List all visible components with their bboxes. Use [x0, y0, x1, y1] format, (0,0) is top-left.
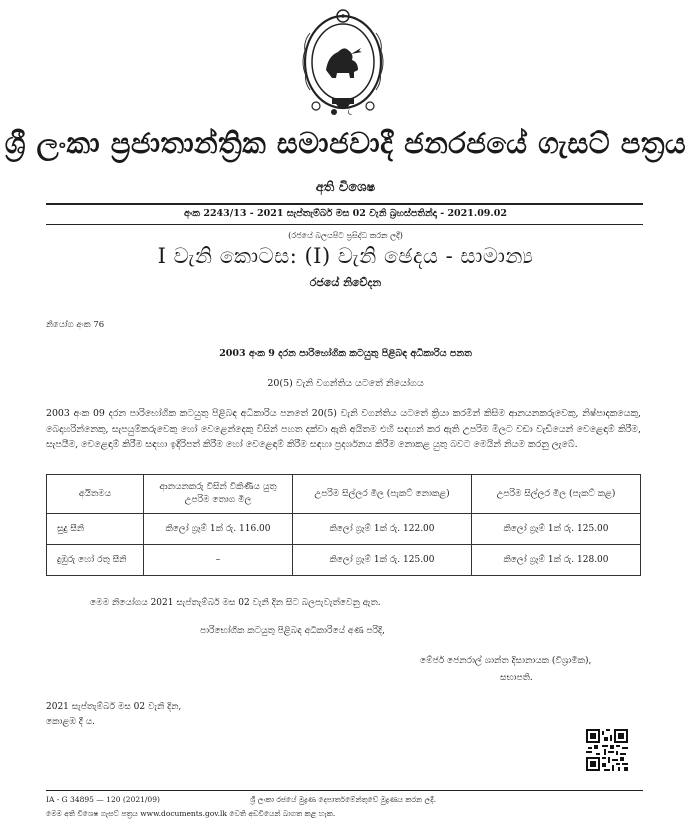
top-rule-thick: [46, 203, 643, 205]
notice-paragraph: 2003 අංක 09 දරන පාරිභෝගික කටයුතු පිළිබඳ අධිකාරිය පනතේ 20(5) වැනි වගන්තිය යටතේ ක්‍රියා කරමින් කිසිම ආනයනකරුවෙකු, නිෂ්පාදකයෙකු, බෙදාහරින්නෙකු, සැපයුම්කරුවෙකු හෝ වෙළෙන්දෙකු විසින් පහත දක්වා ඇති අයිතම එහි සඳහන් කර ඇති උපරිම මිලට වඩා වැඩියෙන් වෙළෙඳාම් කිරීම, සැපයීම, වෙළෙඳාම් කිරීම සඳහා ඉදිරිපත් කිරීම හෝ වෙළෙඳාම් කිරීම සඳහා ප්‍රදර්ශනය කිරීම නොකළ යුතු බවට මෙයින් නියම කරනු ලැබේ.: [46, 408, 641, 450]
cell-retail-packed: කිලෝ ග්‍රෑම් 1ක් රු. 125.00: [472, 514, 641, 545]
place-line: කොළඹ දී ය.: [46, 717, 95, 727]
footer-website: මෙම අති විශෙෂ ගැසට් පත්‍රය www.documents.gov.lk වෙති අඩවියෙන් බාගත කළ හැක.: [46, 809, 336, 818]
header-item: අයිතමය: [47, 475, 144, 514]
cell-retail-packed: කිලෝ ග්‍රෑම් 1ක් රු. 128.00: [472, 545, 641, 576]
signatory-title: සභාපති.: [500, 673, 533, 683]
issue-line: අංක 2243/13 - 2021 සැප්තැම්බර් මස 02 වැනි බ්‍රහස්පතින්දා - 2021.09.02: [184, 208, 507, 219]
price-table: [46, 474, 641, 576]
date-line: 2021 සැප්තැම්බර් මස 02 වැනි දින,: [46, 702, 182, 712]
cell-item: දුඹුරු හෝ රතු සීනි: [47, 545, 144, 576]
act-title: 2003 අංක 9 දරන පාරිභෝගික කටයුතු පිළිබඳ අධිකාරිය පනත: [219, 348, 472, 359]
order-number: නියෝග අංක 76: [46, 320, 105, 330]
part-heading: I වැනි කොටස: (I) වැනි ඡෙදය - සාමාන්‍ය: [157, 244, 534, 268]
footer-printer: ශ්‍රී ලංකා රජයේ මුද්‍රණ දෙපාර්තමේන්තුවේ මුද්‍රණය කරන ලදී.: [250, 795, 436, 804]
section-heading: 20(5) වැනි වගන්තිය යටතේ නියෝගය: [267, 378, 424, 389]
gazette-title: ශ්‍රී ලංකා ප්‍රජාතාන්ත්‍රික සමාජවාදී ජනරජයේ ගැසට් පත්‍රය: [4, 126, 687, 160]
part-subheading: රජයේ නිවේදන: [309, 276, 382, 289]
order-by-line: පාරිභෝගික කටයුතු පිළිබඳ අධිකාරියේ අණ පරිදි,: [200, 626, 385, 636]
cell-wholesale: කිලෝ ග්‍රෑම් 1ක් රු. 116.00: [144, 514, 293, 545]
cell-retail-unpacked: කිලෝ ග්‍රෑම් 1ක් රු. 125.00: [293, 545, 472, 576]
authority-note: (රජයේ බලයපිට ප්‍රසිද්ධ කරන ලදී): [288, 231, 403, 240]
effective-line: මෙම නියෝගය 2021 සැප්තැම්බර් මස 02 වැනි දින සිට බලපැවැත්වෙනු ඇත.: [90, 598, 381, 608]
qr-code-icon: [586, 729, 628, 771]
signatory-name: මේජර් ජෙනරාල් ශාන්ත දිසානායක (විශ්‍රාමික),: [420, 656, 592, 666]
top-rule-thin: [46, 224, 643, 225]
table-row: [47, 514, 641, 545]
table-row: [47, 545, 641, 576]
cell-item: සුදු සීනි: [47, 514, 144, 545]
table-header-row: [47, 475, 641, 514]
header-retail-packed: උපරිම සිල්ලර මිල (පැකට් කළ): [472, 475, 641, 514]
cell-wholesale: –: [144, 545, 293, 576]
national-emblem-icon: [296, 8, 390, 120]
gazette-subtitle: අති විශෙෂ: [315, 180, 376, 195]
header-retail-unpacked: උපරිම සිල්ලර මිල (පැකට් නොකළ): [293, 475, 472, 514]
cell-retail-unpacked: කිලෝ ග්‍රෑම් 1ක් රු. 122.00: [293, 514, 472, 545]
footer-code: IA - G 34895 — 120 (2021/09): [46, 795, 160, 804]
footer-rule: [46, 790, 643, 791]
header-wholesale: ආනයනකරු විසින් විකිණිය යුතු උපරිම තොග මිල: [144, 475, 293, 514]
